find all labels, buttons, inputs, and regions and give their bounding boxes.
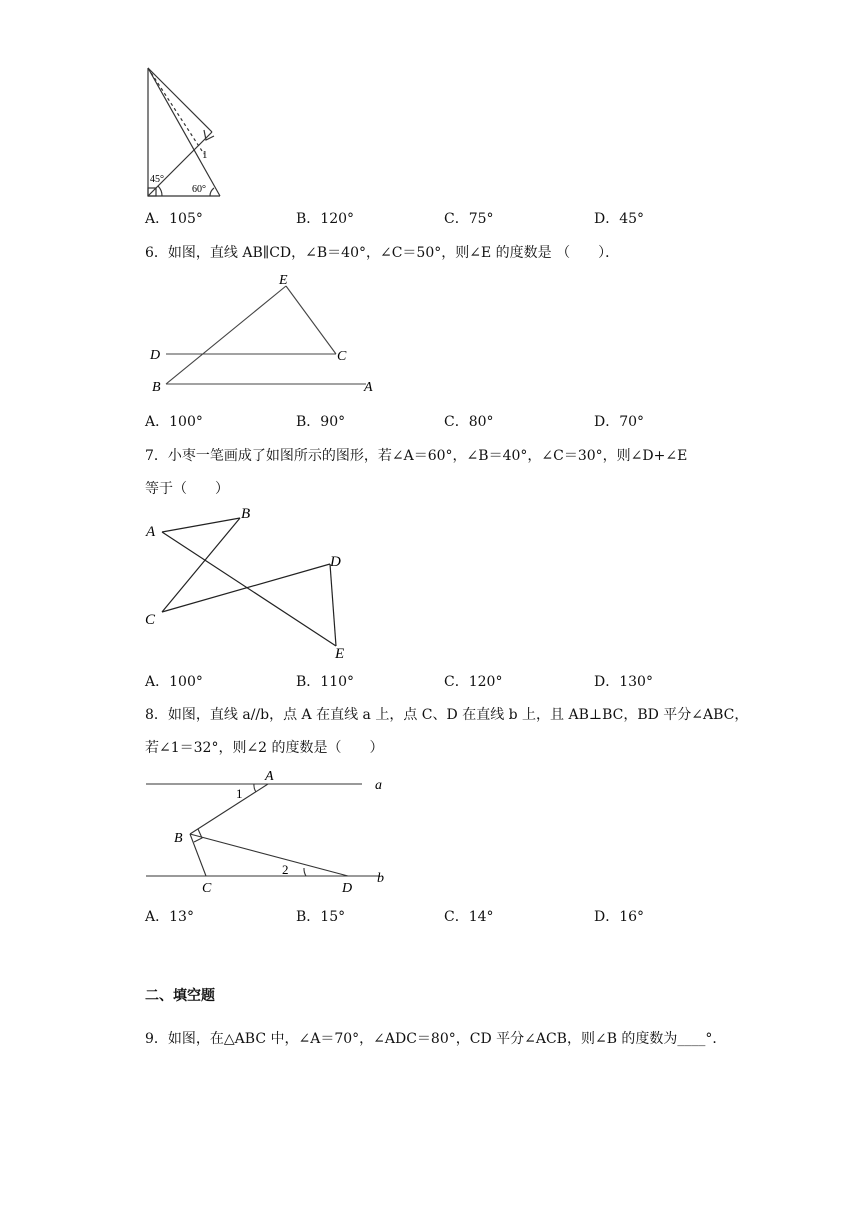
q7-label-e: E: [335, 646, 345, 662]
q9-question-text: 9．如图，在△ABC 中，∠A＝70°，∠ADC＝80°，CD 平分∠ACB，则∠B 的度数为____°．: [145, 1031, 727, 1047]
q8-arc-2: [304, 868, 306, 876]
q7-label-d: D: [330, 554, 341, 570]
q6-label-a: A: [364, 380, 373, 395]
q5-label-45: 45°: [150, 174, 164, 185]
q5-set-square-top: [148, 68, 212, 132]
q8-label-b: b: [377, 871, 384, 886]
q6-segment-ec: [286, 286, 336, 354]
q6-label-c: C: [337, 349, 347, 364]
q7-segment-ea: [162, 532, 336, 646]
q8-label-B: B: [174, 831, 183, 846]
q8-label-C: C: [202, 881, 212, 896]
q8-label-A: A: [265, 769, 274, 784]
q8-label-D: D: [342, 881, 353, 896]
q6-option-b: B．90°: [296, 414, 346, 430]
q6-option-d: D．70°: [594, 414, 645, 430]
q7-segment-cd: [162, 564, 330, 612]
q7-segment-bc: [162, 518, 240, 612]
q7-question-text-line2: 等于（ ）: [145, 481, 229, 497]
q7-option-c: C．120°: [444, 674, 503, 690]
q6-label-d: D: [150, 348, 161, 363]
q5-option-d: D．45°: [594, 211, 645, 227]
q8-label-2: 2: [282, 862, 289, 877]
q7-option-d: D．130°: [594, 674, 653, 690]
q7-option-b: B．110°: [296, 674, 355, 690]
q5-arc-60: [210, 188, 214, 196]
q8-option-c: C．14°: [444, 909, 494, 925]
q5-option-b: B．120°: [296, 211, 355, 227]
q5-option-a: A．105°: [145, 211, 203, 227]
q5-option-c: C．75°: [444, 211, 494, 227]
q7-figure: [140, 500, 360, 666]
q6-figure: [140, 266, 390, 398]
q8-option-b: B．15°: [296, 909, 346, 925]
q5-label-60: 60°: [192, 184, 206, 195]
q8-arc-1: [254, 784, 256, 792]
q5-label-1: 1: [202, 149, 208, 161]
section-heading-fill-in: 二、填空题: [145, 988, 215, 1004]
q6-label-e: E: [279, 273, 288, 288]
q8-label-1: 1: [236, 786, 243, 801]
q7-segment-de: [330, 564, 336, 646]
q5-figure: [140, 64, 230, 198]
q7-label-b: B: [241, 506, 251, 522]
q8-question-text-line2: 若∠1＝32°，则∠2 的度数是（ ）: [145, 740, 384, 756]
q8-question-text-line1: 8．如图，直线 a//b，点 A 在直线 a 上，点 C、D 在直线 b 上，且 AB⊥BC，BD 平分∠ABC，: [145, 707, 749, 723]
q6-label-b: B: [152, 380, 161, 395]
q7-label-c: C: [145, 612, 156, 628]
q8-label-a: a: [375, 778, 382, 793]
q5-arc-45: [158, 186, 162, 196]
q8-segment-bd: [190, 834, 348, 876]
q6-option-a: A．100°: [145, 414, 203, 430]
q7-question-text-line1: 7．小枣一笔画成了如图所示的图形，若∠A＝60°，∠B＝40°，∠C＝30°，则∠D+∠E: [145, 448, 688, 464]
q5-dashed-line: [148, 68, 204, 154]
q6-segment-be: [166, 286, 286, 384]
q7-option-a: A．100°: [145, 674, 203, 690]
q7-segment-ab: [162, 518, 240, 532]
q8-option-a: A．13°: [145, 909, 194, 925]
q8-figure: [140, 764, 400, 900]
q7-label-a: A: [146, 524, 156, 540]
q6-option-c: C．80°: [444, 414, 494, 430]
q8-option-d: D．16°: [594, 909, 645, 925]
q6-question-text: 6．如图，直线 AB∥CD，∠B＝40°，∠C＝50°，则∠E 的度数是 （ ）．: [145, 245, 620, 261]
